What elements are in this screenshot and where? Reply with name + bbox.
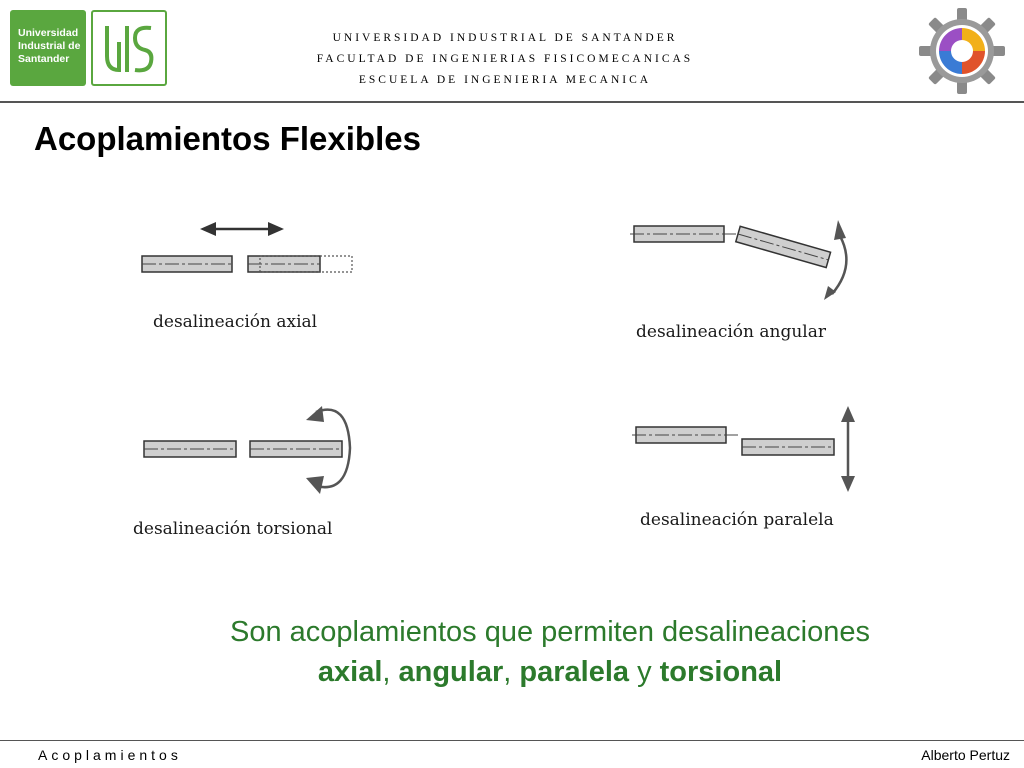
summary-statement bbox=[100, 612, 1000, 692]
double-arrow-icon bbox=[200, 222, 284, 236]
gear-icon bbox=[917, 6, 1007, 96]
separator: , bbox=[503, 656, 520, 688]
slide-title: Acoplamientos Flexibles bbox=[34, 120, 421, 157]
statement-line-1: Son acoplamientos que permiten desalineaciones bbox=[229, 616, 871, 648]
header-line-university: UNIVERSIDAD INDUSTRIAL DE SANTANDER bbox=[332, 32, 678, 44]
parallel-misalignment-diagram bbox=[630, 404, 860, 496]
torsional-misalignment-diagram bbox=[136, 398, 366, 498]
word-axial: axial bbox=[317, 656, 383, 688]
statement-line-2 bbox=[100, 652, 1000, 692]
angular-misalignment-diagram bbox=[626, 214, 866, 306]
uis-mark-logo bbox=[91, 10, 167, 86]
institution-header bbox=[270, 28, 740, 91]
separator: y bbox=[629, 656, 660, 688]
footer-divider bbox=[0, 740, 1024, 741]
word-angular: angular bbox=[398, 656, 504, 688]
mechanical-school-gear-logo bbox=[917, 6, 1007, 96]
logo-line-3: Santander bbox=[18, 53, 70, 65]
caption-torsional: desalineación torsional bbox=[133, 519, 333, 539]
logo-line-1: Universidad bbox=[18, 27, 79, 39]
axial-misalignment-diagram bbox=[136, 218, 366, 278]
footer-author: Alberto Pertuz bbox=[921, 747, 1010, 763]
word-torsional: torsional bbox=[659, 656, 783, 688]
word-paralela: paralela bbox=[519, 656, 630, 688]
caption-angular: desalineación angular bbox=[636, 322, 826, 342]
caption-paralela: desalineación paralela bbox=[640, 510, 834, 530]
uis-mark-icon bbox=[93, 12, 165, 84]
header-line-faculty: FACULTAD DE INGENIERIAS FISICOMECANICAS bbox=[316, 53, 694, 65]
vertical-double-arrow-icon bbox=[841, 406, 855, 492]
caption-axial: desalineación axial bbox=[153, 312, 318, 332]
footer-topic: Acoplamientos bbox=[38, 747, 182, 763]
university-logo bbox=[10, 10, 86, 86]
header-line-school: ESCUELA DE INGENIERIA MECANICA bbox=[358, 74, 652, 86]
separator: , bbox=[382, 656, 399, 688]
header-divider bbox=[0, 101, 1024, 103]
logo-line-2: Industrial de bbox=[18, 40, 81, 52]
